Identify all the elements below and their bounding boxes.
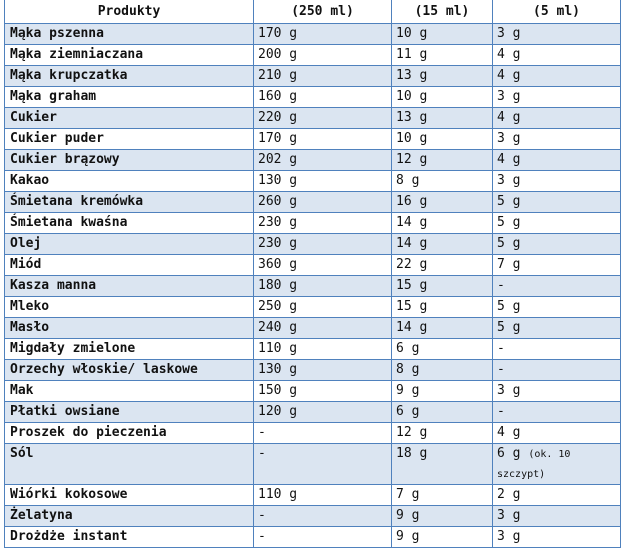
- table-row: [5, 318, 621, 339]
- cup-value-cell: [254, 527, 392, 548]
- product-name-cell: [5, 192, 254, 213]
- tablespoon-value-cell: [392, 485, 493, 506]
- product-name-cell: [5, 234, 254, 255]
- product-name-cell: [5, 108, 254, 129]
- tablespoon-value-cell: [392, 150, 493, 171]
- tablespoon-value-text: 16 g: [396, 194, 428, 209]
- header-cup-line1: [283, 0, 361, 1]
- table-row: [5, 150, 621, 171]
- tablespoon-value-cell: [392, 381, 493, 402]
- tablespoon-value-cell: [392, 506, 493, 527]
- product-name-text: Migdały zmielone: [10, 341, 136, 356]
- product-name-text: Żelatyna: [10, 508, 73, 523]
- cup-value-cell: [254, 360, 392, 381]
- teaspoon-value-cell: [493, 87, 621, 108]
- table-row: [5, 360, 621, 381]
- teaspoon-value-cell: [493, 255, 621, 276]
- cup-value-cell: [254, 150, 392, 171]
- conversion-table: [4, 0, 621, 548]
- table-row: [5, 213, 621, 234]
- teaspoon-value-cell: [493, 297, 621, 318]
- product-name-text: Wiórki kokosowe: [10, 487, 128, 502]
- product-name-text: Mąka pszenna: [10, 26, 104, 41]
- cup-value-cell: [254, 213, 392, 234]
- header-tbsp-line2: (15 ml): [414, 4, 470, 19]
- product-name-cell: [5, 24, 254, 45]
- product-name-cell: [5, 66, 254, 87]
- cup-value-cell: [254, 45, 392, 66]
- product-name-text: Cukier puder: [10, 131, 104, 146]
- cup-value-text: 110 g: [258, 487, 298, 502]
- product-name-cell: [5, 150, 254, 171]
- teaspoon-value-cell: [493, 24, 621, 45]
- cup-value-text: 150 g: [258, 383, 298, 398]
- teaspoon-value-text: 4 g: [497, 425, 521, 440]
- cup-value-cell: [254, 87, 392, 108]
- tablespoon-value-text: 15 g: [396, 278, 428, 293]
- cup-value-cell: [254, 24, 392, 45]
- product-name-cell: [5, 381, 254, 402]
- tablespoon-value-text: 6 g: [396, 404, 420, 419]
- product-name-cell: [5, 423, 254, 444]
- tablespoon-value-text: 9 g: [396, 529, 420, 544]
- product-name-text: Płatki owsiane: [10, 404, 120, 419]
- teaspoon-value-text: 3 g: [497, 173, 521, 188]
- cup-value-text: 360 g: [258, 257, 298, 272]
- cup-value-text: 250 g: [258, 299, 298, 314]
- teaspoon-value-text: 3 g: [497, 529, 521, 544]
- tablespoon-value-text: 12 g: [396, 425, 428, 440]
- teaspoon-note-text: (ok. 10: [528, 449, 571, 460]
- product-name-text: Mąka ziemniaczana: [10, 47, 144, 62]
- teaspoon-value-cell: [493, 276, 621, 297]
- product-name-text: Orzechy włoskie/ laskowe: [10, 362, 198, 377]
- tablespoon-value-text: 13 g: [396, 110, 428, 125]
- teaspoon-value-cell: [493, 66, 621, 87]
- table-row: [5, 87, 621, 108]
- tablespoon-value-cell: [392, 129, 493, 150]
- product-name-text: Śmietana kremówka: [10, 194, 144, 209]
- table-row: [5, 66, 621, 87]
- cup-value-text: 210 g: [258, 68, 298, 83]
- cup-value-cell: [254, 444, 392, 485]
- product-name-cell: [5, 506, 254, 527]
- teaspoon-value-text: 5 g: [497, 215, 521, 230]
- product-name-cell: [5, 171, 254, 192]
- cup-value-text: 220 g: [258, 110, 298, 125]
- product-name-text: Miód: [10, 257, 42, 272]
- tablespoon-value-cell: [392, 423, 493, 444]
- teaspoon-value-text: -: [497, 341, 505, 356]
- teaspoon-value-cell: [493, 150, 621, 171]
- table-row: [5, 192, 621, 213]
- cup-value-text: 130 g: [258, 362, 298, 377]
- product-name-text: Kasza manna: [10, 278, 97, 293]
- table-row: [5, 423, 621, 444]
- tablespoon-value-cell: [392, 45, 493, 66]
- tablespoon-value-cell: [392, 24, 493, 45]
- product-name-cell: [5, 297, 254, 318]
- teaspoon-value-cell: [493, 402, 621, 423]
- table-row: [5, 45, 621, 66]
- product-name-text: Mąka graham: [10, 89, 97, 104]
- tablespoon-value-text: 18 g: [396, 446, 428, 461]
- product-name-text: Mleko: [10, 299, 50, 314]
- header-cup: [254, 0, 392, 24]
- product-name-cell: [5, 45, 254, 66]
- cup-value-cell: [254, 66, 392, 87]
- product-name-text: Cukier: [10, 110, 57, 125]
- product-name-cell: [5, 87, 254, 108]
- teaspoon-value-text: 5 g: [497, 299, 521, 314]
- table-row: [5, 527, 621, 548]
- cup-value-cell: [254, 276, 392, 297]
- tablespoon-value-cell: [392, 339, 493, 360]
- tablespoon-value-cell: [392, 297, 493, 318]
- teaspoon-value-cell: [493, 129, 621, 150]
- teaspoon-value-cell: [493, 381, 621, 402]
- tablespoon-value-text: 14 g: [396, 215, 428, 230]
- cup-value-text: 170 g: [258, 26, 298, 41]
- header-product-label: Produkty: [97, 4, 161, 19]
- tablespoon-value-text: 6 g: [396, 341, 420, 356]
- product-name-text: Masło: [10, 320, 50, 335]
- cup-value-text: -: [258, 446, 266, 461]
- tablespoon-value-cell: [392, 255, 493, 276]
- tablespoon-value-text: 7 g: [396, 487, 420, 502]
- product-name-cell: [5, 339, 254, 360]
- product-name-cell: [5, 129, 254, 150]
- product-name-text: Mak: [10, 383, 34, 398]
- table-row: [5, 24, 621, 45]
- tablespoon-value-cell: [392, 402, 493, 423]
- product-name-cell: [5, 255, 254, 276]
- teaspoon-value-text: 4 g: [497, 68, 521, 83]
- header-tsp-line2: (5 ml): [533, 4, 580, 19]
- tablespoon-value-cell: [392, 276, 493, 297]
- teaspoon-value-text: 3 g: [497, 89, 521, 104]
- teaspoon-value-text: 3 g: [497, 131, 521, 146]
- product-name-text: Drożdże instant: [10, 529, 128, 544]
- table-row: [5, 485, 621, 506]
- table-row: [5, 381, 621, 402]
- product-name-text: Sól: [10, 446, 34, 461]
- teaspoon-value-text: 5 g: [497, 320, 521, 335]
- teaspoon-value-cell: [493, 45, 621, 66]
- teaspoon-value-text: -: [497, 404, 505, 419]
- cup-value-cell: [254, 402, 392, 423]
- teaspoon-value-cell: [493, 360, 621, 381]
- product-name-cell: [5, 402, 254, 423]
- cup-value-cell: [254, 297, 392, 318]
- cup-value-text: 120 g: [258, 404, 298, 419]
- cup-value-text: 160 g: [258, 89, 298, 104]
- product-name-text: Mąka krupczatka: [10, 68, 128, 83]
- cup-value-text: 200 g: [258, 47, 298, 62]
- tablespoon-value-cell: [392, 234, 493, 255]
- teaspoon-value-text: 3 g: [497, 508, 521, 523]
- cup-value-text: -: [258, 508, 266, 523]
- product-name-cell: [5, 276, 254, 297]
- cup-value-text: 180 g: [258, 278, 298, 293]
- cup-value-cell: [254, 192, 392, 213]
- tablespoon-value-cell: [392, 171, 493, 192]
- header-tablespoon: [392, 0, 493, 24]
- header-tsp-line1: [517, 0, 595, 1]
- table-row: [5, 171, 621, 192]
- teaspoon-value-text: 3 g: [497, 26, 521, 41]
- teaspoon-value-text: -: [497, 362, 505, 377]
- product-name-cell: [5, 318, 254, 339]
- cup-value-cell: [254, 171, 392, 192]
- product-name-text: Kakao: [10, 173, 50, 188]
- teaspoon-value-text: 7 g: [497, 257, 521, 272]
- cup-value-cell: [254, 423, 392, 444]
- cup-value-text: 170 g: [258, 131, 298, 146]
- table-row: [5, 276, 621, 297]
- teaspoon-value-text: 4 g: [497, 110, 521, 125]
- teaspoon-value-cell: [493, 506, 621, 527]
- table-row: [5, 339, 621, 360]
- cup-value-cell: [254, 485, 392, 506]
- tablespoon-value-text: 13 g: [396, 68, 428, 83]
- tablespoon-value-text: 8 g: [396, 173, 420, 188]
- teaspoon-value-text: -: [497, 278, 505, 293]
- tablespoon-value-text: 10 g: [396, 131, 428, 146]
- table-row: [5, 402, 621, 423]
- teaspoon-value-cell: [493, 485, 621, 506]
- tablespoon-value-cell: [392, 108, 493, 129]
- table-row: [5, 234, 621, 255]
- product-name-text: Proszek do pieczenia: [10, 425, 167, 440]
- cup-value-cell: [254, 234, 392, 255]
- table-row: [5, 108, 621, 129]
- table-row: [5, 297, 621, 318]
- header-cup-line2: (250 ml): [291, 4, 354, 19]
- cup-value-text: -: [258, 529, 266, 544]
- teaspoon-value-cell: [493, 318, 621, 339]
- teaspoon-value-text: 5 g: [497, 236, 521, 251]
- cup-value-text: 110 g: [258, 341, 298, 356]
- teaspoon-value-text: 3 g: [497, 383, 521, 398]
- table-row: [5, 444, 621, 485]
- teaspoon-value-cell: [493, 527, 621, 548]
- cup-value-cell: [254, 339, 392, 360]
- product-name-cell: [5, 527, 254, 548]
- tablespoon-value-text: 15 g: [396, 299, 428, 314]
- teaspoon-value-text: 4 g: [497, 152, 521, 167]
- cup-value-cell: [254, 381, 392, 402]
- tablespoon-value-cell: [392, 360, 493, 381]
- teaspoon-value-cell: [493, 423, 621, 444]
- product-name-cell: [5, 485, 254, 506]
- teaspoon-value-text: 6 g: [497, 446, 521, 461]
- table-row: [5, 255, 621, 276]
- cup-value-cell: [254, 255, 392, 276]
- cup-value-cell: [254, 506, 392, 527]
- teaspoon-value-text: 5 g: [497, 194, 521, 209]
- teaspoon-value-cell: [493, 171, 621, 192]
- teaspoon-value-cell: [493, 213, 621, 234]
- tablespoon-value-text: 11 g: [396, 47, 428, 62]
- tablespoon-value-cell: [392, 192, 493, 213]
- tablespoon-value-cell: [392, 213, 493, 234]
- tablespoon-value-cell: [392, 66, 493, 87]
- product-name-text: Olej: [10, 236, 42, 251]
- product-name-text: Cukier brązowy: [10, 152, 120, 167]
- cup-value-text: 240 g: [258, 320, 298, 335]
- cup-value-text: 130 g: [258, 173, 298, 188]
- tablespoon-value-text: 9 g: [396, 508, 420, 523]
- tablespoon-value-cell: [392, 318, 493, 339]
- tablespoon-value-text: 10 g: [396, 26, 428, 41]
- teaspoon-value-text: 4 g: [497, 47, 521, 62]
- tablespoon-value-text: 14 g: [396, 320, 428, 335]
- tablespoon-value-text: 22 g: [396, 257, 428, 272]
- teaspoon-value-cell: [493, 339, 621, 360]
- cup-value-text: 230 g: [258, 236, 298, 251]
- tablespoon-value-text: 8 g: [396, 362, 420, 377]
- tablespoon-value-cell: [392, 444, 493, 485]
- cup-value-text: 230 g: [258, 215, 298, 230]
- tablespoon-value-text: 12 g: [396, 152, 428, 167]
- tablespoon-value-text: 9 g: [396, 383, 420, 398]
- header-product: [5, 0, 254, 24]
- cup-value-cell: [254, 318, 392, 339]
- teaspoon-value-cell: [493, 108, 621, 129]
- teaspoon-value-cell: [493, 192, 621, 213]
- table-row: [5, 506, 621, 527]
- product-name-cell: [5, 213, 254, 234]
- header-teaspoon: [493, 0, 621, 24]
- cup-value-text: 202 g: [258, 152, 298, 167]
- teaspoon-value-text: 2 g: [497, 487, 521, 502]
- tablespoon-value-cell: [392, 87, 493, 108]
- teaspoon-value-cell: [493, 234, 621, 255]
- product-name-cell: [5, 444, 254, 485]
- tablespoon-value-text: 14 g: [396, 236, 428, 251]
- table-row: [5, 129, 621, 150]
- teaspoon-note-text-2: szczypt): [497, 469, 546, 480]
- tablespoon-value-cell: [392, 527, 493, 548]
- cup-value-cell: [254, 108, 392, 129]
- tablespoon-value-text: 10 g: [396, 89, 428, 104]
- table-header-row: [5, 0, 621, 24]
- cup-value-cell: [254, 129, 392, 150]
- product-name-text: Śmietana kwaśna: [10, 215, 128, 230]
- cup-value-text: 260 g: [258, 194, 298, 209]
- header-tbsp-line1: [415, 0, 470, 1]
- teaspoon-value-cell: [493, 444, 621, 485]
- cup-value-text: -: [258, 425, 266, 440]
- product-name-cell: [5, 360, 254, 381]
